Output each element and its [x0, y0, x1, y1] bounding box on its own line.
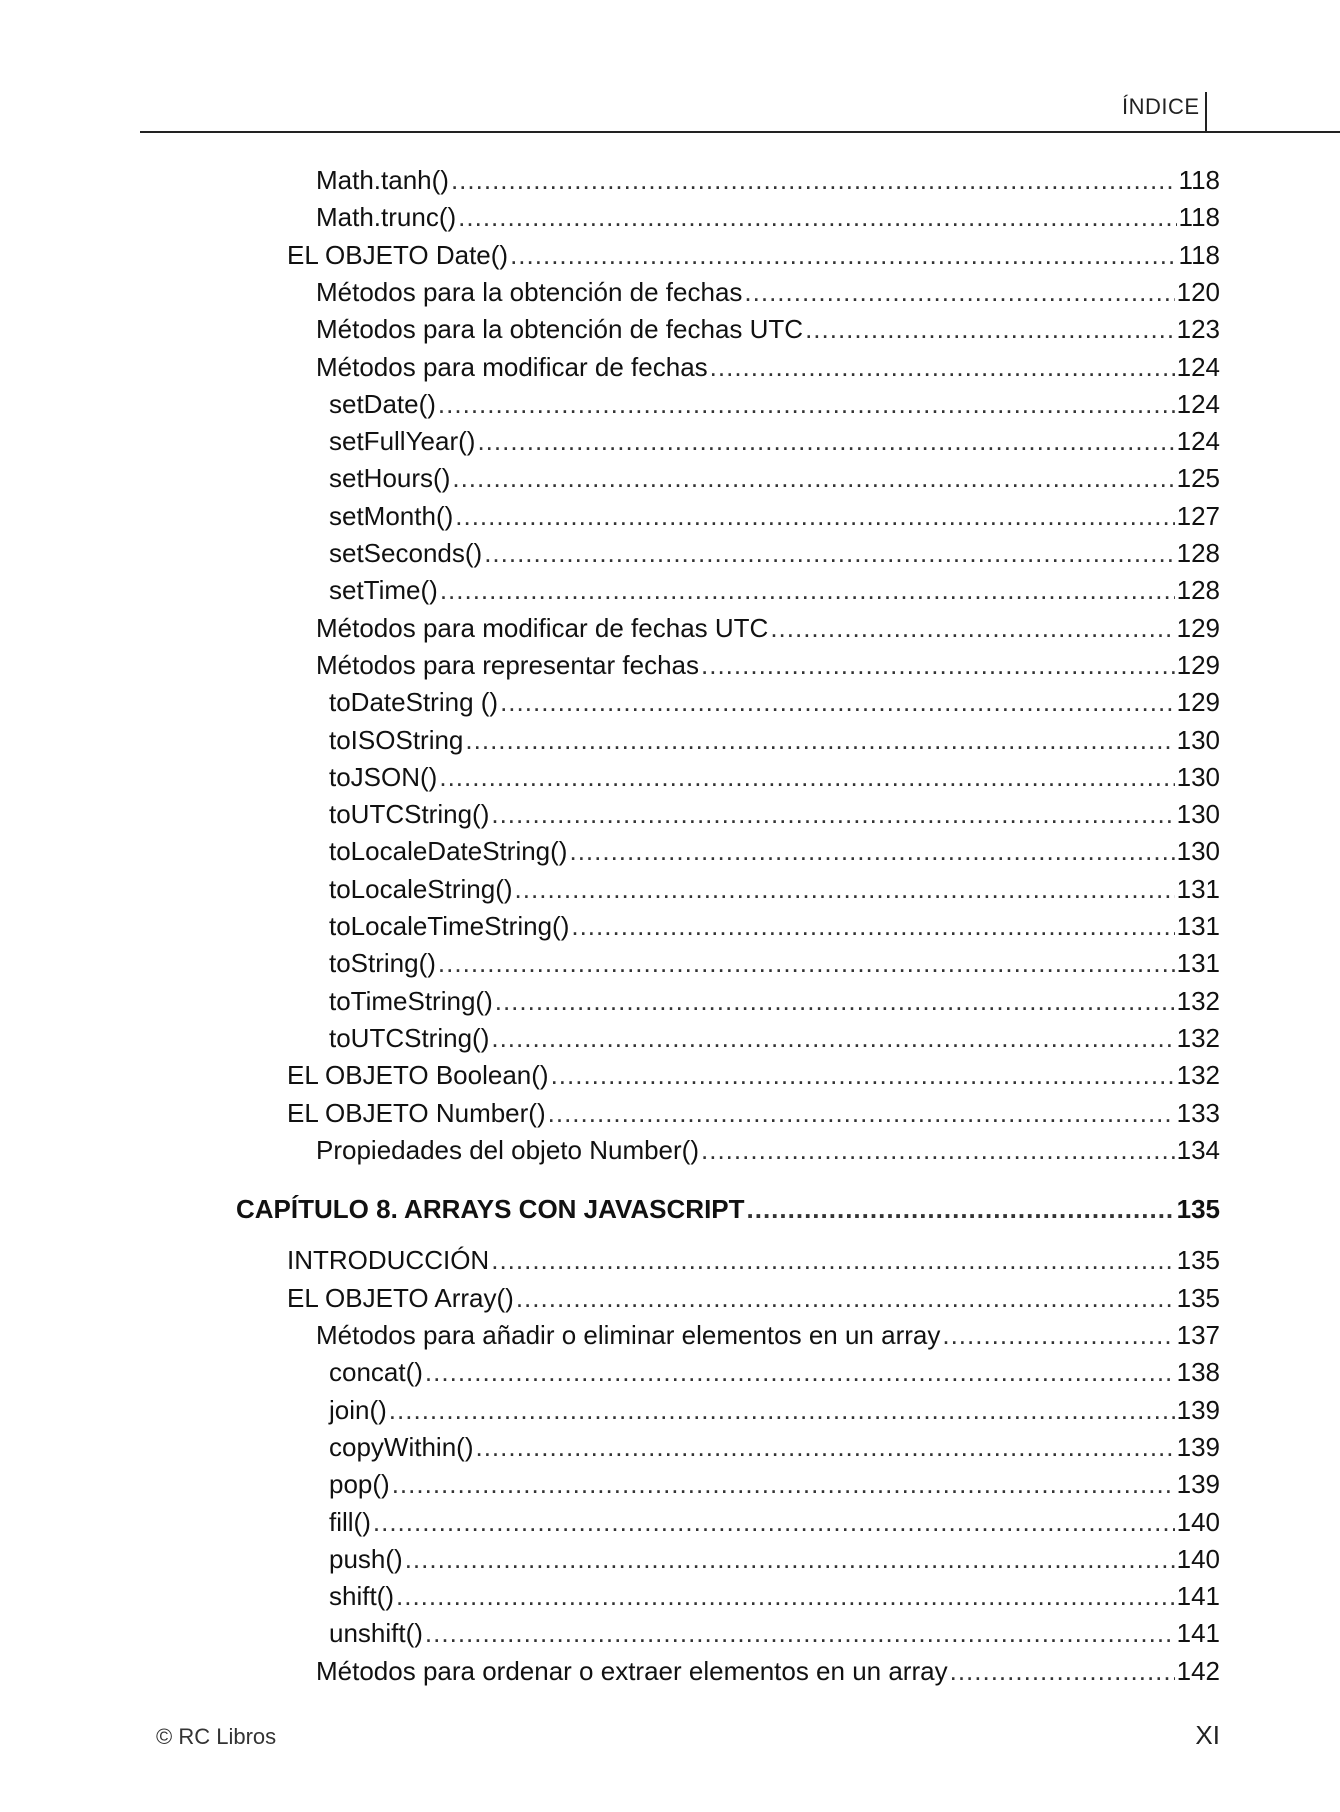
toc-dot-leader — [484, 538, 1174, 569]
toc-entry — [329, 1507, 1220, 1544]
toc-entry — [329, 463, 1220, 500]
toc-entry-title: setSeconds() — [329, 538, 483, 568]
toc-entry-page: 132 — [1176, 985, 1220, 1016]
toc-dot-leader — [569, 836, 1174, 867]
toc-entry-title: Métodos para modificar de fechas UTC — [316, 612, 769, 643]
toc-entry-title: Propiedades del objeto Number() — [316, 1134, 699, 1165]
toc-entry-page: 132 — [1176, 1060, 1220, 1091]
toc-dot-leader — [491, 1245, 1174, 1276]
toc-dot-leader — [701, 1135, 1175, 1166]
toc-entry-title: setMonth() — [329, 500, 454, 531]
header-tick-divider — [1205, 92, 1207, 132]
toc-entry-page: 135 — [1176, 1194, 1220, 1225]
toc-dot-leader — [495, 986, 1175, 1017]
toc-entry — [316, 1656, 1220, 1693]
toc-dot-leader — [477, 426, 1174, 457]
toc-entry-page: 124 — [1176, 426, 1220, 457]
toc-entry — [329, 426, 1220, 463]
toc-entry-page: 130 — [1176, 724, 1220, 755]
toc-dot-leader — [491, 799, 1174, 830]
toc-entry-page: 130 — [1176, 761, 1220, 792]
toc-entry-page: 128 — [1176, 538, 1220, 568]
toc-dot-leader — [551, 1060, 1175, 1091]
toc-entry — [316, 352, 1220, 389]
toc-dot-leader — [805, 314, 1175, 345]
toc-dot-leader — [396, 1581, 1175, 1612]
toc-entry-title: Métodos para ordenar o extraer elementos en un array — [316, 1655, 948, 1686]
toc-entry — [329, 1357, 1220, 1394]
toc-entry — [329, 762, 1220, 799]
toc-entry-title: EL OBJETO Number() — [287, 1097, 546, 1128]
toc-entry — [316, 613, 1220, 650]
toc-entry — [329, 911, 1220, 948]
toc-entry — [316, 1135, 1220, 1172]
toc-entry-page: 142 — [1176, 1655, 1220, 1686]
toc-dot-leader — [942, 1320, 1174, 1351]
toc-dot-leader — [425, 1357, 1175, 1388]
toc-entry-title: toUTCString() — [329, 799, 490, 830]
toc-entry-title: EL OBJETO Boolean() — [287, 1060, 549, 1091]
toc-entry-page: 129 — [1176, 649, 1220, 680]
toc-entry-page: 133 — [1176, 1097, 1220, 1128]
toc-entry — [329, 1618, 1220, 1655]
toc-entry — [316, 1320, 1220, 1357]
toc-dot-leader — [438, 389, 1175, 420]
toc-dot-leader — [389, 1395, 1175, 1426]
toc-entry-title: fill() — [329, 1506, 371, 1537]
toc-entry — [287, 1245, 1220, 1282]
toc-dot-leader — [701, 650, 1175, 681]
toc-entry-page: 138 — [1176, 1357, 1220, 1388]
toc-entry-title: pop() — [329, 1469, 390, 1500]
toc-entry-page: 129 — [1176, 612, 1220, 643]
toc-dot-leader — [510, 240, 1176, 271]
toc-entry — [329, 389, 1220, 426]
toc-entry-title: setTime() — [329, 575, 438, 606]
toc-entry-page: 135 — [1176, 1282, 1220, 1313]
toc-dot-leader — [744, 277, 1174, 308]
toc-entry — [329, 799, 1220, 836]
toc-dot-leader — [710, 352, 1175, 383]
toc-entry-page: 127 — [1176, 500, 1220, 531]
toc-entry — [329, 1395, 1220, 1432]
toc-entry — [316, 314, 1220, 351]
toc-entry-page: 123 — [1176, 314, 1220, 345]
toc-entry — [329, 1544, 1220, 1581]
toc-entry-page: 118 — [1178, 239, 1220, 270]
toc-entry — [329, 836, 1220, 873]
toc-entry-page: 129 — [1176, 687, 1220, 718]
toc-entry-title: Math.tanh() — [316, 165, 449, 195]
toc-entry-title: push() — [329, 1543, 403, 1574]
toc-entry — [329, 986, 1220, 1023]
toc-entry — [329, 725, 1220, 762]
toc-dot-leader — [452, 463, 1174, 494]
toc-entry-page: 131 — [1176, 873, 1220, 904]
toc-dot-leader — [439, 762, 1174, 793]
toc-entry-title: CAPÍTULO 8. ARRAYS CON JAVASCRIPT — [236, 1194, 745, 1225]
running-head: ÍNDICE — [1122, 94, 1200, 119]
toc-entry-title: Métodos para representar fechas — [316, 649, 699, 680]
toc-entry-page: 135 — [1176, 1245, 1220, 1276]
toc-entry-title: toUTCString() — [329, 1022, 490, 1053]
toc-dot-leader — [405, 1544, 1175, 1575]
toc-entry-page: 131 — [1176, 911, 1220, 941]
toc-entry-title: Métodos para la obtención de fechas — [316, 276, 743, 307]
footer-copyright: © RC Libros — [156, 1724, 277, 1749]
toc-entry — [329, 948, 1220, 985]
toc-dot-leader — [458, 202, 1176, 233]
toc-entry-page: 139 — [1176, 1431, 1220, 1462]
toc-entry-title: setHours() — [329, 463, 451, 494]
toc-entry — [287, 1098, 1220, 1135]
toc-entry-page: 128 — [1176, 575, 1220, 606]
toc-dot-leader — [475, 1432, 1174, 1463]
toc-entry-page: 118 — [1178, 202, 1220, 233]
toc-entry-title: EL OBJETO Array() — [287, 1282, 514, 1313]
toc-entry-title: Métodos para la obtención de fechas UTC — [316, 314, 804, 345]
toc-entry — [287, 1060, 1220, 1097]
toc-entry-title: toDateString () — [329, 687, 499, 718]
toc-entry-title: join() — [329, 1394, 387, 1425]
toc-entry-page: 141 — [1176, 1581, 1220, 1612]
toc-entry — [329, 1469, 1220, 1506]
toc-entry — [329, 874, 1220, 911]
toc-entry-page: 124 — [1176, 351, 1220, 382]
footer-page-number: XI — [1195, 1720, 1220, 1750]
toc-dot-leader — [515, 874, 1175, 905]
toc-entry-page: 124 — [1176, 388, 1220, 419]
toc-entry — [316, 650, 1220, 687]
toc-entry-title: Math.trunc() — [316, 202, 457, 233]
toc-entry-title: toLocaleString() — [329, 873, 513, 904]
toc-entry — [329, 538, 1220, 575]
toc-entry — [316, 202, 1220, 239]
toc-entry-title: toLocaleDateString() — [329, 836, 568, 867]
toc-entry-page: 140 — [1176, 1543, 1220, 1574]
toc-entry-page: 131 — [1176, 948, 1220, 979]
toc-dot-leader — [548, 1098, 1175, 1129]
toc-entry-title: toString() — [329, 948, 436, 979]
toc-entry-page: 118 — [1178, 165, 1220, 195]
toc-entry-title: shift() — [329, 1581, 394, 1612]
toc-chapter-entry — [236, 1194, 1220, 1231]
toc-dot-leader — [465, 725, 1174, 756]
header-rule — [140, 131, 1340, 133]
toc-entry — [329, 501, 1220, 538]
toc-entry-title: unshift() — [329, 1618, 423, 1649]
toc-dot-leader — [516, 1283, 1175, 1314]
toc-entry-page: 132 — [1176, 1022, 1220, 1053]
toc-dot-leader — [392, 1469, 1175, 1500]
toc-entry-title: copyWithin() — [329, 1431, 474, 1462]
toc-entry-title: toJSON() — [329, 761, 438, 792]
toc-dot-leader — [440, 575, 1175, 606]
toc-entry — [329, 575, 1220, 612]
toc-dot-leader — [455, 501, 1174, 532]
toc-dot-leader — [451, 165, 1177, 196]
toc-entry — [287, 240, 1220, 277]
toc-entry — [329, 1432, 1220, 1469]
toc-dot-leader — [373, 1507, 1175, 1538]
toc-dot-leader — [571, 911, 1174, 942]
toc-entry-title: INTRODUCCIÓN — [287, 1245, 490, 1276]
toc-entry — [329, 687, 1220, 724]
toc-entry-page: 141 — [1176, 1618, 1220, 1649]
toc-entry-page: 140 — [1176, 1506, 1220, 1537]
toc-entry-page: 139 — [1176, 1394, 1220, 1425]
toc-entry-title: Métodos para modificar de fechas — [316, 351, 708, 382]
toc-entry-page: 130 — [1176, 836, 1220, 867]
toc-entry — [316, 277, 1220, 314]
toc-dot-leader — [491, 1023, 1174, 1054]
toc-dot-leader — [770, 613, 1174, 644]
toc-entry-title: setFullYear() — [329, 426, 476, 457]
toc-entry — [329, 1023, 1220, 1060]
toc-entry-page: 120 — [1176, 276, 1220, 307]
toc-entry-page: 139 — [1176, 1469, 1220, 1500]
toc-entry-title: toISOString — [329, 724, 464, 755]
toc-dot-leader — [747, 1194, 1175, 1225]
toc-entry-page: 130 — [1176, 799, 1220, 830]
toc-entry-page: 125 — [1176, 463, 1220, 494]
toc-entry-title: EL OBJETO Date() — [287, 239, 509, 270]
toc-dot-leader — [425, 1618, 1175, 1649]
toc-entry-page: 137 — [1176, 1320, 1220, 1350]
toc-dot-leader — [950, 1656, 1175, 1687]
toc-entry-title: toLocaleTimeString() — [329, 911, 570, 941]
toc-dot-leader — [500, 687, 1175, 718]
toc-entry-title: setDate() — [329, 388, 436, 419]
toc-entry — [287, 1283, 1220, 1320]
toc-entry-title: concat() — [329, 1357, 423, 1388]
toc-entry — [329, 1581, 1220, 1618]
toc-entry-page: 134 — [1176, 1134, 1220, 1165]
toc-entry-title: Métodos para añadir o eliminar elementos en un array — [316, 1320, 941, 1350]
toc-entry — [316, 165, 1220, 202]
toc-entry-title: toTimeString() — [329, 985, 493, 1016]
toc-dot-leader — [438, 948, 1175, 979]
